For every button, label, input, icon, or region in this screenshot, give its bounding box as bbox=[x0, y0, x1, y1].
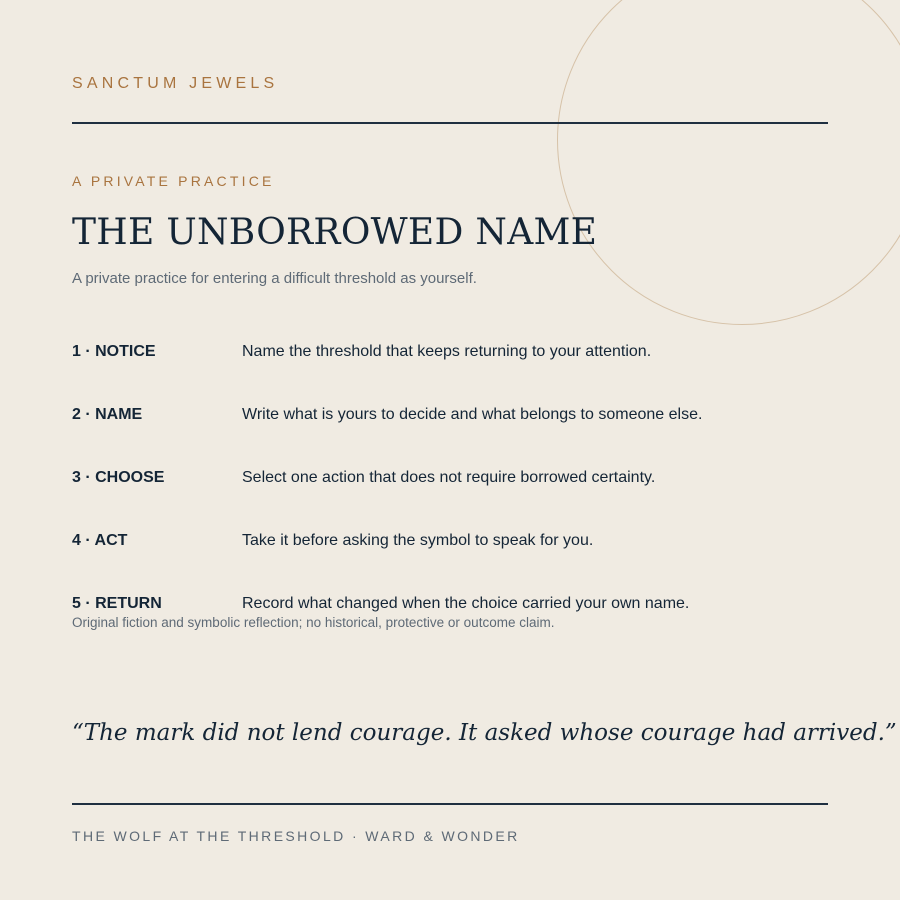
step-act bbox=[72, 532, 832, 554]
step-name bbox=[72, 406, 832, 428]
step-text: Select one action that does not require borrowed certainty. bbox=[242, 469, 656, 486]
brand-name: SANCTUM JEWELS bbox=[72, 75, 279, 92]
step-label: 1 · NOTICE bbox=[72, 343, 156, 360]
step-notice bbox=[72, 343, 832, 365]
step-label: 5 · RETURN bbox=[72, 595, 162, 612]
bottom-divider bbox=[72, 803, 828, 805]
step-text: Take it before asking the symbol to speak for you. bbox=[242, 532, 594, 549]
footer-credit: THE WOLF AT THE THRESHOLD · WARD & WONDER bbox=[72, 828, 520, 844]
pull-quote: “The mark did not lend courage. It asked whose courage had arrived.” bbox=[72, 720, 897, 746]
step-text: Record what changed when the choice carried your own name. bbox=[242, 595, 690, 612]
decorative-circle bbox=[557, 0, 900, 325]
step-return bbox=[72, 595, 832, 617]
step-text: Write what is yours to decide and what belongs to someone else. bbox=[242, 406, 703, 423]
step-text: Name the threshold that keeps returning to your attention. bbox=[242, 343, 652, 360]
page-title: THE UNBORROWED NAME bbox=[72, 212, 598, 253]
step-label: 4 · ACT bbox=[72, 532, 128, 549]
disclaimer-note: Original fiction and symbolic reflection; no historical, protective or outcome claim. bbox=[72, 615, 555, 630]
step-label: 3 · CHOOSE bbox=[72, 469, 165, 486]
top-divider bbox=[72, 122, 828, 124]
step-choose bbox=[72, 469, 832, 491]
step-label: 2 · NAME bbox=[72, 406, 143, 423]
eyebrow-label: A PRIVATE PRACTICE bbox=[72, 173, 275, 189]
page-subtitle: A private practice for entering a difficult threshold as yourself. bbox=[72, 270, 477, 287]
